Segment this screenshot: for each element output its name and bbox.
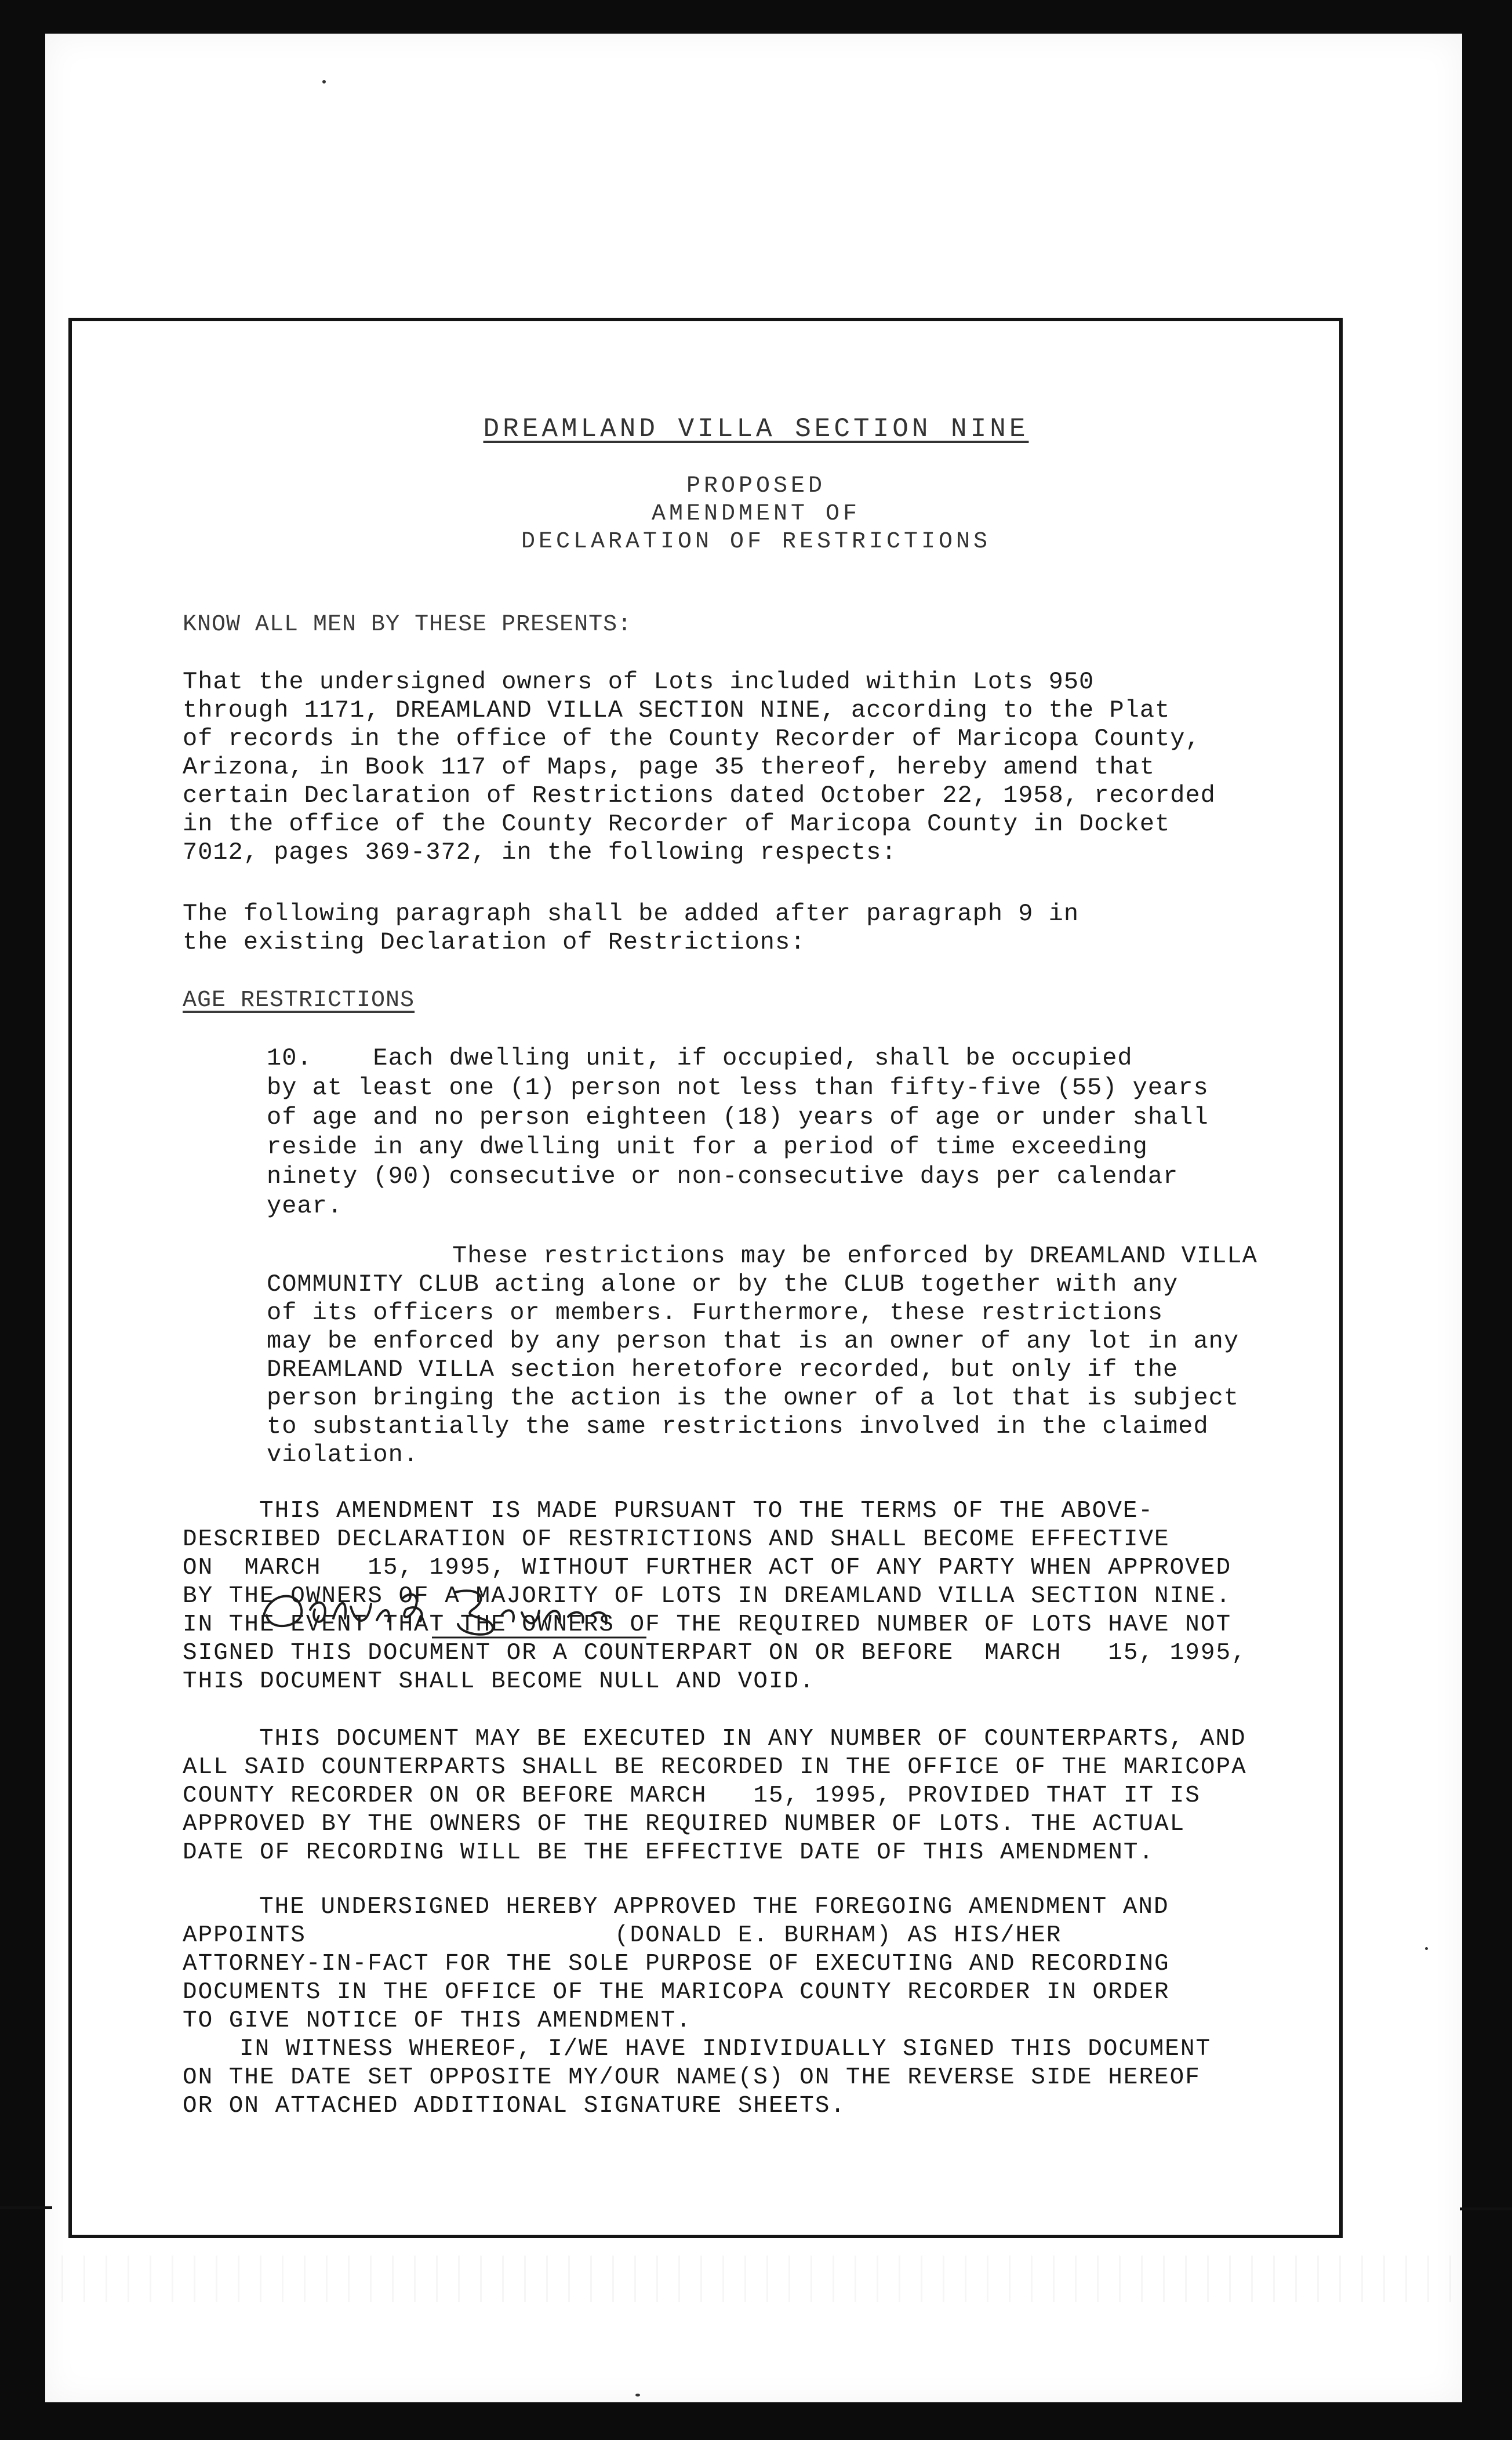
age-restrictions-heading: AGE RESTRICTIONS — [183, 987, 415, 1014]
paragraph-10: 10. Each dwelling unit, if occupied, shall be occupied by at least one (1) person not less than fifty-five (55) years of age and no person eighteen (18) years of age or under shall reside in any dwelling unit for a period of time exceeding ninety (90) consecutive or non-consecutive days per calendar year. — [267, 1044, 1209, 1220]
scan-speck — [322, 80, 326, 83]
handwritten-signature — [246, 1575, 652, 1644]
scan-artifact-band — [17, 2256, 1495, 2302]
witness-paragraph: IN WITNESS WHEREOF, I/WE HAVE INDIVIDUALLY SIGNED THIS DOCUMENT ON THE DATE SET OPPOSITE MY/OUR NAME(S) ON THE REVERSE SIDE HEREOF OR ON ATTACHED ADDITIONAL SIGNATURE SHEETS. — [183, 2036, 1212, 2119]
subtitle-line-2: AMENDMENT OF — [651, 501, 861, 527]
enforcement-paragraph: These restrictions may be enforced by DREAMLAND VILLA COMMUNITY CLUB acting alone or by the CLUB together with any of its officers or members. Furthermore, these restrictions may be enforced by any person that is an owner of any lot in any DREAMLAND VILLA section heretofore recorded, but only if the person bringing the action is the owner of a lot that is subject to substantially the same restrictions involved in the claimed violation. — [267, 1242, 1257, 1469]
subtitle-line-1: PROPOSED — [686, 473, 826, 499]
amendment-paragraph: THIS AMENDMENT IS MADE PURSUANT TO THE TERMS OF THE ABOVE- DESCRIBED DECLARATION OF RESTRICTIONS AND SHALL BECOME EFFECTIVE ON MARCH 15, 1995, WITHOUT FURTHER ACT OF ANY PARTY WHEN APPROVED BY THE OWNERS OF A MAJORITY OF LOTS IN DREAMLAND VILLA SECTION NINE. IN THE EVENT THAT THE OWNERS OF THE REQUIRED NUMBER OF LOTS HAVE NOT SIGNED THIS DOCUMENT OR A COUNTERPART ON OR BEFORE MARCH 15, 1995, THIS DOCUMENT SHALL BECOME NULL AND VOID. — [183, 1498, 1247, 1695]
scan-speck — [1425, 1947, 1428, 1950]
counterparts-paragraph: THIS DOCUMENT MAY BE EXECUTED IN ANY NUMBER OF COUNTERPARTS, AND ALL SAID COUNTERPARTS SHALL BE RECORDED IN THE OFFICE OF THE MARICOPA COUNTY RECORDER ON OR BEFORE MARCH 15, 1995, PROVIDED THAT IT IS APPROVED BY THE OWNERS OF THE REQUIRED NUMBER OF LOTS. THE ACTUAL DATE OF RECORDING WILL BE THE EFFECTIVE DATE OF THIS AMENDMENT. — [183, 1726, 1247, 1866]
subtitle-line-3: DECLARATION OF RESTRICTIONS — [521, 529, 991, 555]
appointment-paragraph: THE UNDERSIGNED HEREBY APPROVED THE FOREGOING AMENDMENT AND APPOINTS (DONALD E. BURHAM) AS HIS/HER ATTORNEY-IN-FACT FOR THE SOLE PURPOSE OF EXECUTING AND RECORDING DOCUMENTS IN THE OFFICE OF THE MARICOPA COUNTY RECORDER IN ORDER TO GIVE NOTICE OF THIS AMENDMENT. — [183, 1894, 1170, 2034]
scan-speck — [635, 2394, 640, 2397]
frame-edge-mark — [0, 2206, 52, 2209]
added-paragraph-note: The following paragraph shall be added after paragraph 9 in the existing Declaration of Restrictions: — [183, 900, 1080, 956]
frame-edge-mark — [1460, 2207, 1512, 2210]
salutation: KNOW ALL MEN BY THESE PRESENTS: — [183, 612, 633, 638]
intro-paragraph: That the undersigned owners of Lots included within Lots 950 through 1171, DREAMLAND VILLA SECTION NINE, according to the Plat of records in the office of the County Recorder of Maricopa County, Arizona, in Book 117 of Maps, page 35 thereof, hereby amend that certain Declaration of Restrictions dated October 22, 1958, recorded in the office of the County Recorder of Maricopa County in Docket 7012, pages 369-372, in the following respects: — [183, 668, 1216, 866]
document-title: DREAMLAND VILLA SECTION NINE — [483, 414, 1029, 444]
